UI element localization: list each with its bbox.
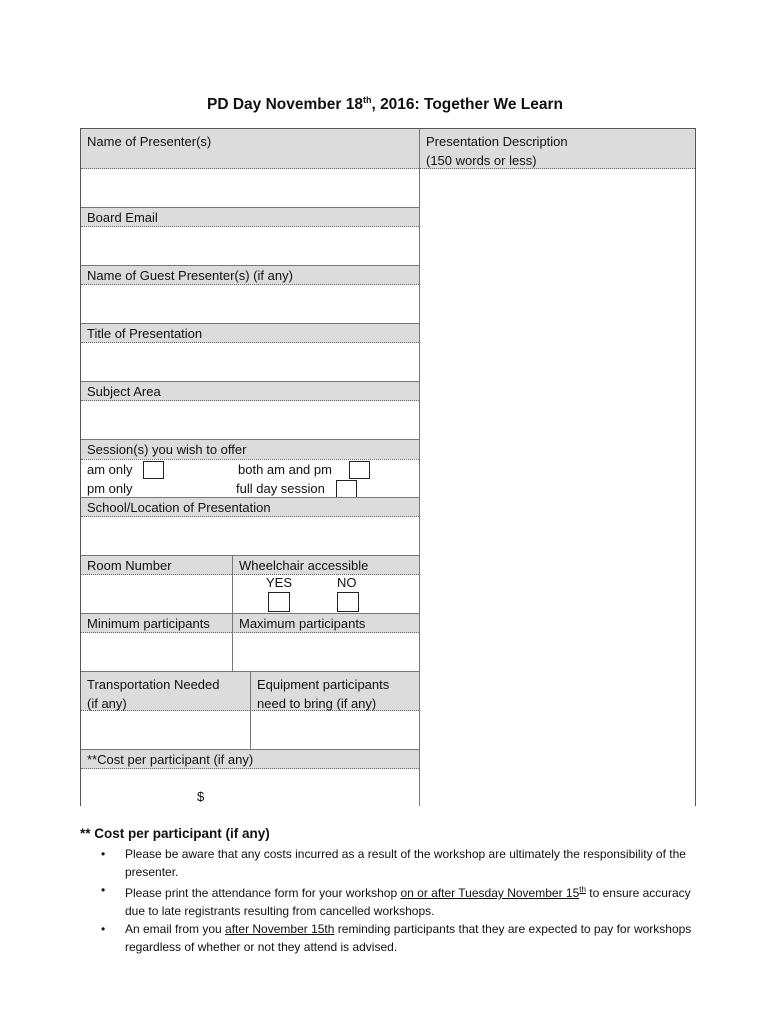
both-checkbox[interactable] <box>349 461 370 479</box>
transportation-field[interactable] <box>81 711 250 749</box>
board-email-label: Board Email <box>87 210 158 225</box>
guest-presenter-header <box>81 265 419 285</box>
name-presenter-field[interactable] <box>81 169 419 207</box>
description-limit: (150 words or less) <box>426 153 537 168</box>
pm-only-label: pm only <box>87 481 133 496</box>
am-only-label: am only <box>87 462 133 477</box>
subject-area-header <box>81 381 419 401</box>
equipment-note: need to bring (if any) <box>257 696 377 711</box>
guest-presenter-label: Name of Guest Presenter(s) (if any) <box>87 268 293 283</box>
note-text-end: to ensure accuracy due to late registrants resulting from cancelled workshops. <box>125 886 691 918</box>
yes-checkbox[interactable] <box>268 592 290 612</box>
sessions-header <box>81 439 419 459</box>
dollar-sign: $ <box>197 789 205 804</box>
note-emphasis: after November 15th <box>225 922 335 936</box>
title-rest: , 2016: Together We Learn <box>371 96 563 114</box>
subject-area-field[interactable] <box>81 401 419 439</box>
note-emphasis: on or after Tuesday November 15 <box>400 886 580 900</box>
sessions-label: Session(s) you wish to offer <box>87 442 247 457</box>
cost-header <box>81 749 419 769</box>
list-item <box>101 881 700 920</box>
equipment-field[interactable] <box>250 711 419 749</box>
wheelchair-options <box>232 575 419 613</box>
transportation-note: (if any) <box>87 696 127 711</box>
min-participants-field[interactable] <box>81 633 232 671</box>
bullet-icon: • <box>101 922 106 936</box>
list-item <box>101 920 700 956</box>
note-sup: th <box>579 885 586 894</box>
presentation-title-field[interactable] <box>81 343 419 381</box>
guest-presenter-field[interactable] <box>81 285 419 323</box>
board-email-header <box>81 207 419 227</box>
note-text: An email from you <box>125 922 226 936</box>
wheelchair-header <box>232 555 419 575</box>
max-participants-field[interactable] <box>232 633 419 671</box>
no-checkbox[interactable] <box>337 592 359 612</box>
description-label: Presentation Description <box>426 134 568 149</box>
note-text-end: reminding participants that they are expected to pay for workshops regardless of whether or not they attend is advised. <box>125 922 692 954</box>
page-title <box>0 95 770 114</box>
bullet-icon: • <box>101 847 106 861</box>
yes-label: YES <box>266 575 293 590</box>
school-location-field[interactable] <box>81 517 419 555</box>
name-presenter-label: Name of Presenter(s) <box>87 134 212 149</box>
school-location-header <box>81 497 419 517</box>
max-participants-header <box>232 613 419 633</box>
title-main: PD Day November 18 <box>207 96 363 114</box>
board-email-field[interactable] <box>81 227 419 265</box>
list-item <box>101 845 700 881</box>
room-number-label: Room Number <box>87 558 172 573</box>
wheelchair-label: Wheelchair accessible <box>239 558 369 573</box>
equipment-label: Equipment participants <box>257 677 390 692</box>
presentation-title-header <box>81 323 419 343</box>
room-number-field[interactable] <box>81 575 232 613</box>
title-sup: th <box>362 95 372 105</box>
am-only-checkbox[interactable] <box>143 461 164 479</box>
sessions-options <box>81 459 419 497</box>
cost-label: **Cost per participant (if any) <box>87 752 254 767</box>
transportation-label: Transportation Needed <box>87 677 220 692</box>
both-label: both am and pm <box>238 462 332 477</box>
subject-area-label: Subject Area <box>87 384 161 399</box>
min-participants-header <box>81 613 232 633</box>
cost-notes <box>80 826 700 956</box>
notes-heading: ** Cost per participant (if any) <box>80 826 270 841</box>
presenter-form <box>80 128 696 806</box>
min-participants-label: Minimum participants <box>87 616 210 631</box>
name-presenter-header <box>81 129 419 169</box>
full-day-label: full day session <box>236 481 325 496</box>
description-header <box>420 129 695 169</box>
transportation-header <box>81 671 250 711</box>
room-number-header <box>81 555 232 575</box>
description-field[interactable] <box>420 169 695 806</box>
equipment-header <box>250 671 419 711</box>
cost-field[interactable] <box>81 769 419 806</box>
bullet-icon: • <box>101 883 106 897</box>
pm-only-checkbox[interactable] <box>144 480 165 498</box>
no-label: NO <box>337 575 357 590</box>
school-location-label: School/Location of Presentation <box>87 500 271 515</box>
note-text: Please be aware that any costs incurred as a result of the workshop are ultimately the responsibility of the presenter. <box>125 847 686 879</box>
full-day-checkbox[interactable] <box>336 480 357 498</box>
presentation-title-label: Title of Presentation <box>87 326 203 341</box>
max-participants-label: Maximum participants <box>239 616 366 631</box>
note-text: Please print the attendance form for your workshop <box>125 886 401 900</box>
notes-list <box>80 845 700 956</box>
